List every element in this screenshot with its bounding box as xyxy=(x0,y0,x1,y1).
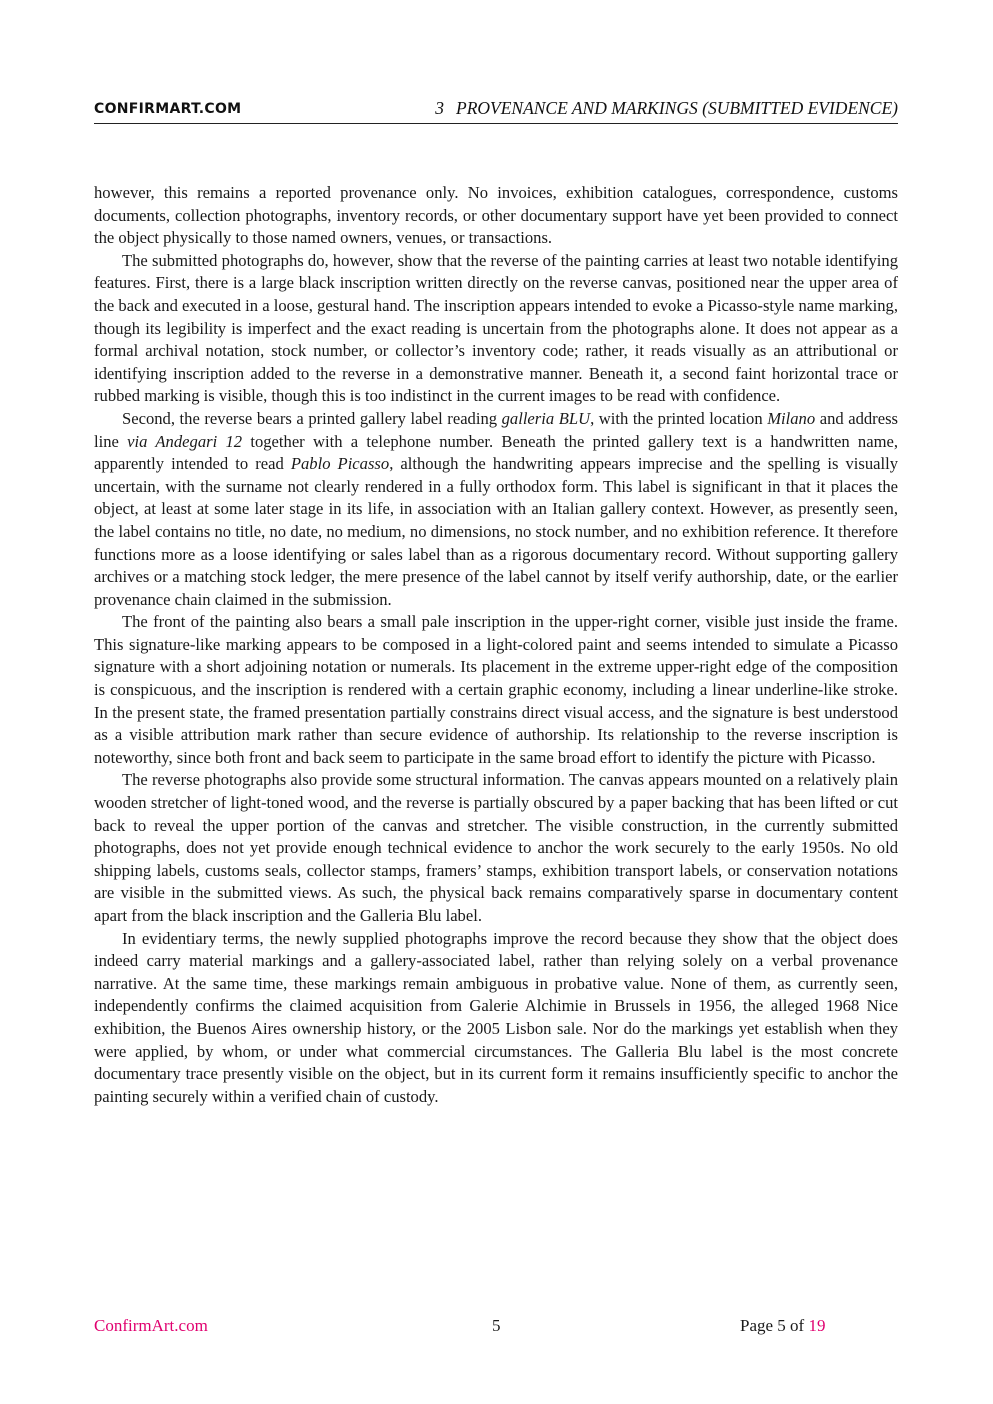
text-run: In evidentiary terms, the newly supplied photographs improve the record because they show that the object does indeed carry material markings and a gallery-associated label, rather than relying solely on a verbal provenance narrative. At the same time, these markings remain ambiguous in probative value. None of them, as currently seen, independently confirms the claimed acquisition from Galerie Alchimie in Brussels in 1956, the alleged 1968 Nice exhibition, the Buenos Aires ownership history, or the 2005 Lisbon sale. Nor do the markings yet establish when they were applied, by whom, or under what commercial circumstances. The Galleria Blu label is the most concrete documentary trace presently visible on the object, but in its current form it remains insufficiently specific to anchor the painting securely within a verified chain of custody. xyxy=(94,928,898,1106)
text-run: The front of the painting also bears a small pale inscription in the upper-right corner, visible just inside the frame. This signature-like marking appears to be composed in a light-colored paint and seems intended to simulate a Picasso signature with a short adjoining notation or numerals. Its placement in the extreme upper-right edge of the composition is conspicuous, and the inscription is rendered with a certain graphic economy, including a linear underline-like stroke. In the present state, the framed presentation partially constrains direct visual access, and the signature is best understood as a visible attribution mark rather than secure evidence of authorship. Its relationship to the reverse inscription is noteworthy, since both front and back seem to participate in the same broad effort to identify the picture with Picasso. xyxy=(94,612,898,767)
section-heading xyxy=(435,98,898,119)
running-header xyxy=(94,98,898,124)
italic-phrase: Pablo Picasso xyxy=(290,454,390,474)
text-run: The submitted photographs do, however, show that the reverse of the painting carries at least two notable identifying features. First, there is a large black inscription written directly on the reverse canvas, positioned near the upper area of the back and executed in a loose, gestural hand. The inscription appears intended to evoke a Picasso-style name marking, though its legibility is imperfect and the exact reading is uncertain from the photographs alone. It does not appear as a formal archival notation, stock number, or collector’s inventory code; rather, it reads visually as an attributional or identifying inscription added to the reverse in a demonstrative manner. Beneath it, a second faint horizontal trace or rubbed marking is visible, though this is too indistinct in the current images to be read with confidence. xyxy=(94,250,898,406)
italic-phrase: via Andegari 12 xyxy=(127,431,243,451)
header-logo: CONFIRMART.COM xyxy=(94,101,242,117)
body-paragraph xyxy=(94,611,898,769)
footer-page-number: 5 xyxy=(492,1316,501,1335)
body-paragraph xyxy=(94,182,898,250)
body-paragraph xyxy=(94,250,898,408)
footer-page-label: Page 5 of xyxy=(740,1316,805,1335)
section-number: 3 xyxy=(435,98,444,118)
italic-phrase: galleria BLU xyxy=(501,408,591,428)
text-run: The reverse photographs also provide some structural information. The canvas appears mounted on a relatively plain wooden stretcher of light-toned wood, and the reverse is partially obscured by a paper backing that has been lifted or cut back to reveal the upper portion of the canvas and stretcher. The visible construction, in the currently submitted photographs, does not yet provide enough technical evidence to anchor the work securely to the early 1950s. No old shipping labels, customs seals, collector stamps, framers’ stamps, exhibition transport labels, or conservation notations are visible in the submitted views. As such, the physical back remains comparatively sparse in documentary content apart from the black inscription and the Galleria Blu label. xyxy=(94,770,898,925)
page-footer xyxy=(94,1316,898,1340)
body-paragraph xyxy=(94,928,898,1109)
text-run: Second, the reverse bears a printed gallery label reading xyxy=(122,408,502,428)
body-text xyxy=(94,182,898,1108)
italic-phrase: Milano xyxy=(767,408,816,428)
footer-total-pages-link[interactable]: 19 xyxy=(808,1316,826,1335)
body-paragraph xyxy=(94,408,898,611)
section-title: PROVENANCE AND MARKINGS (SUBMITTED EVIDENCE) xyxy=(456,98,898,118)
text-run: and address line xyxy=(94,408,898,451)
footer-site-link[interactable]: ConfirmArt.com xyxy=(94,1316,208,1335)
footer-page-indicator xyxy=(740,1316,825,1336)
text-run: however, this remains a reported provenance only. No invoices, exhibition catalogues, correspondence, customs documents, collection photographs, inventory records, or other documentary support have yet been provided to connect the object physically to those named owners, venues, or transactions. xyxy=(94,183,898,248)
text-run: , although the handwriting appears imprecise and the spelling is visually uncertain, with the surname not clearly rendered in a fully orthodox form. This label is significant in that it places the object, at least at some later stage in its life, in association with an Italian gallery context. However, as presently seen, the label contains no title, no date, no medium, no dimensions, no stock number, and no exhibition reference. It therefore functions more as a loose identifying or sales label than as a rigorous documentary record. Without supporting gallery archives or a matching stock ledger, the mere presence of the label cannot by itself verify authorship, date, or the earlier provenance chain claimed in the submission. xyxy=(94,454,898,609)
text-run: , with the printed location xyxy=(590,408,768,428)
body-paragraph xyxy=(94,769,898,927)
text-run: together with a telephone number. Beneath the printed gallery text is a handwritten name, apparently intended to read xyxy=(94,431,899,474)
